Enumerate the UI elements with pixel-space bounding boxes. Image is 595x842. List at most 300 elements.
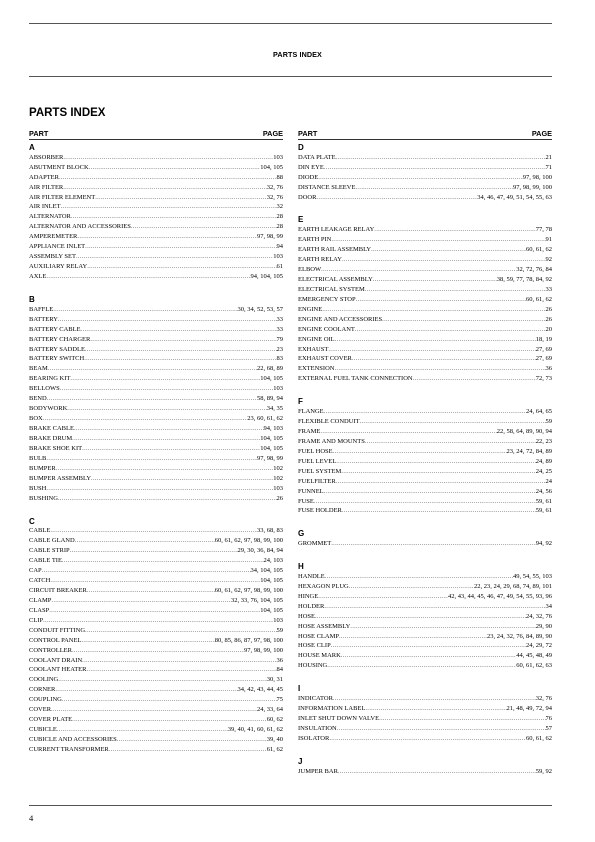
index-entry — [298, 704, 552, 714]
index-entry — [29, 345, 283, 355]
dot-leader — [350, 622, 535, 632]
page-references: 61 — [276, 263, 283, 271]
section-letter: E — [298, 215, 304, 225]
dot-leader — [72, 715, 267, 725]
index-entry — [29, 325, 283, 335]
dot-leader — [49, 606, 260, 616]
part-name: AIR FILTER ELEMENT — [29, 193, 96, 201]
index-entry — [298, 437, 552, 447]
page-references: 104, 105 — [260, 577, 283, 585]
index-entry — [298, 285, 552, 295]
page-references: 97, 98, 99, 100 — [244, 646, 283, 654]
part-name: COOLANT HEATER — [29, 666, 87, 674]
page-references: 27, 69 — [535, 345, 552, 353]
part-name: BEND — [29, 395, 47, 403]
page-references: 23, 24, 32, 76, 84, 89, 90 — [487, 632, 552, 640]
part-column-label: PART — [29, 129, 49, 138]
page-references: 38, 59, 77, 78, 84, 92 — [496, 275, 552, 283]
page-references: 24, 56 — [535, 487, 552, 495]
dot-leader — [355, 183, 513, 193]
page-references: 103 — [273, 484, 283, 492]
dot-leader — [42, 566, 251, 576]
index-entry — [29, 384, 283, 394]
part-name: AXLE — [29, 273, 47, 281]
index-entry — [29, 616, 283, 626]
dot-leader — [43, 414, 248, 424]
part-name: CURRENT TRANSFORMER — [29, 745, 109, 753]
index-entry — [298, 582, 552, 592]
index-entry — [298, 345, 552, 355]
index-entry — [298, 457, 552, 467]
dot-leader — [318, 173, 523, 183]
part-name: FUEL SYSTEM — [298, 467, 342, 475]
part-name: DIODE — [298, 173, 319, 181]
page-references: 29, 90 — [535, 622, 552, 630]
part-name: CLIP — [29, 616, 44, 624]
page-references: 94, 104, 105 — [250, 273, 283, 281]
part-name: CABLE GLAND — [29, 537, 75, 545]
index-entry — [29, 202, 283, 212]
dot-leader — [81, 636, 214, 646]
part-name: EARTH PIN — [298, 236, 332, 244]
dot-leader — [324, 163, 546, 173]
index-entry — [298, 694, 552, 704]
part-name: ABUTMENT BLOCK — [29, 163, 89, 171]
part-name: CIRCUIT BREAKER — [29, 586, 87, 594]
page-references: 34, 35 — [266, 405, 283, 413]
page-references: 29, 30, 36, 84, 94 — [237, 547, 283, 555]
dot-leader — [67, 404, 266, 414]
page-references: 83 — [276, 355, 283, 363]
dot-leader — [77, 232, 257, 242]
index-entry — [29, 414, 283, 424]
page-references: 49, 54, 55, 103 — [513, 572, 552, 580]
dot-leader — [75, 536, 215, 546]
dot-leader — [59, 173, 277, 183]
dot-leader — [57, 725, 228, 735]
dot-leader — [382, 315, 545, 325]
dot-leader — [333, 694, 536, 704]
dot-leader — [85, 345, 277, 355]
page-references: 36 — [545, 365, 552, 373]
dot-leader — [74, 424, 264, 434]
page-references: 59, 92 — [535, 767, 552, 775]
page-references: 24, 32, 76 — [526, 612, 552, 620]
dot-leader — [324, 407, 526, 417]
part-name: COVER PLATE — [29, 716, 73, 724]
index-entry — [298, 173, 552, 183]
part-name: CABLE TIE — [29, 557, 62, 565]
part-name: AMPEREMETER — [29, 233, 78, 241]
index-entry — [29, 374, 283, 384]
index-entry — [29, 546, 283, 556]
dot-leader — [58, 494, 277, 504]
dot-leader — [46, 484, 273, 494]
index-section — [298, 397, 552, 516]
part-name: CONTROLLER — [29, 646, 72, 654]
part-name: EMERGENCY STOP — [298, 295, 356, 303]
index-entry — [298, 245, 552, 255]
top-rule — [29, 23, 552, 24]
page-column-label: PAGE — [531, 129, 552, 138]
page-references: 94, 103 — [263, 425, 283, 433]
section-letter: A — [29, 143, 35, 152]
page-references: 94 — [276, 243, 283, 251]
part-name: BRAKE DRUM — [29, 434, 73, 442]
index-entry — [29, 725, 283, 735]
dot-leader — [413, 374, 536, 384]
dot-leader — [331, 539, 536, 549]
index-entry — [298, 714, 552, 724]
dot-leader — [331, 641, 526, 651]
index-entry — [298, 651, 552, 661]
page-references: 39, 40 — [266, 736, 283, 744]
index-entry — [298, 641, 552, 651]
page-references: 22, 23, 24, 29, 68, 74, 89, 101 — [474, 582, 552, 590]
index-entry — [29, 695, 283, 705]
part-name: BUSHING — [29, 494, 58, 502]
part-name: FUEL LEVEL — [298, 457, 337, 465]
column-header — [29, 129, 283, 140]
index-entry — [29, 232, 283, 242]
page-references: 59, 61 — [535, 507, 552, 515]
dot-leader — [50, 526, 257, 536]
page-references: 30, 31 — [266, 676, 283, 684]
part-name: FUNNEL — [298, 487, 324, 495]
index-entry — [298, 335, 552, 345]
index-entry — [298, 467, 552, 477]
page-references: 18, 19 — [535, 335, 552, 343]
index-entry — [29, 665, 283, 675]
dot-leader — [58, 675, 267, 685]
section-letter: G — [298, 529, 305, 539]
dot-leader — [341, 467, 535, 477]
index-entry — [298, 183, 552, 193]
index-entry — [29, 163, 283, 173]
dot-leader — [365, 437, 536, 447]
part-name: COOLANT DRAIN — [29, 656, 83, 664]
dot-leader — [50, 576, 260, 586]
page-references: 104, 105 — [260, 434, 283, 442]
dot-leader — [360, 417, 546, 427]
column-header — [298, 129, 552, 140]
page-references: 88 — [276, 173, 283, 181]
page-references: 104, 105 — [260, 606, 283, 614]
index-entry — [298, 325, 552, 335]
index-section — [298, 143, 552, 202]
page-references: 60, 61, 62 — [526, 246, 552, 254]
index-entry — [298, 572, 552, 582]
part-name: HOUSE MARK — [298, 652, 341, 660]
index-entry — [298, 602, 552, 612]
dot-leader — [46, 454, 257, 464]
part-name: GROMMET — [298, 540, 332, 548]
index-entry — [298, 539, 552, 549]
part-name: INLET SHUT DOWN VALVE — [298, 714, 380, 722]
page-references: 24, 89 — [535, 457, 552, 465]
part-name: BEARING KIT — [29, 375, 71, 383]
page-references: 28 — [276, 213, 283, 221]
index-entry — [298, 487, 552, 497]
dot-leader — [338, 767, 536, 777]
page-references: 80, 85, 86, 87, 97, 98, 100 — [214, 636, 283, 644]
index-entry — [298, 235, 552, 245]
index-section — [298, 215, 552, 384]
part-name: EXTENSION — [298, 365, 335, 373]
dot-leader — [314, 497, 536, 507]
page-references: 75 — [276, 696, 283, 704]
dot-leader — [55, 685, 237, 695]
section-spacer — [298, 202, 552, 212]
dot-leader — [342, 255, 546, 265]
dot-leader — [324, 487, 536, 497]
page-references: 94, 92 — [535, 540, 552, 548]
index-entry — [29, 484, 283, 494]
part-name: ASSEMBLY SET — [29, 253, 76, 261]
index-entry — [29, 305, 283, 315]
part-name: EARTH RAIL ASSEMBLY — [298, 246, 372, 254]
page-references: 33 — [276, 325, 283, 333]
part-name: BATTERY SWITCH — [29, 355, 85, 363]
page-references: 60, 62 — [266, 716, 283, 724]
part-name: BODYWORK — [29, 405, 68, 413]
part-name: COOLING — [29, 676, 59, 684]
index-entry — [298, 592, 552, 602]
page-references: 44, 45, 48, 49 — [516, 652, 552, 660]
index-entry — [29, 173, 283, 183]
part-name: BUSH — [29, 484, 47, 492]
page-references: 60, 61, 62, 63 — [516, 662, 552, 670]
part-name: ELECTRICAL SYSTEM — [298, 285, 365, 293]
index-entry — [29, 454, 283, 464]
part-name: FUELFILTER — [298, 477, 336, 485]
part-name: COUPLING — [29, 696, 62, 704]
dot-leader — [320, 427, 496, 437]
page-references: 103 — [273, 385, 283, 393]
page-references: 22, 68, 89 — [257, 365, 283, 373]
part-name: HOUSING — [298, 662, 328, 670]
part-name: INDICATOR — [298, 695, 333, 703]
index-entry — [29, 494, 283, 504]
index-entry — [29, 576, 283, 586]
index-entry — [29, 262, 283, 272]
page-references: 60, 61, 62 — [526, 734, 552, 742]
index-entry — [29, 315, 283, 325]
index-entry — [29, 464, 283, 474]
index-entry — [298, 315, 552, 325]
page-references: 34 — [545, 602, 552, 610]
index-entry — [29, 424, 283, 434]
dot-leader — [95, 193, 267, 203]
dot-leader — [53, 305, 237, 315]
header-rule — [29, 76, 552, 77]
part-name: CORNER — [29, 686, 56, 694]
part-name: BUMPER ASSEMBLY — [29, 474, 92, 482]
dot-leader — [72, 434, 260, 444]
page-references: 97, 98, 99 — [257, 454, 283, 462]
part-name: BOX — [29, 415, 43, 423]
dot-leader — [109, 745, 267, 755]
dot-leader — [60, 384, 274, 394]
index-entry — [29, 354, 283, 364]
right-index-body — [298, 143, 552, 777]
dot-leader — [328, 345, 535, 355]
page-references: 39, 40, 41, 60, 61, 62 — [227, 726, 283, 734]
index-entry — [298, 193, 552, 203]
dot-leader — [82, 656, 276, 666]
part-name: CONDUIT FITTING — [29, 626, 86, 634]
dot-leader — [324, 602, 545, 612]
dot-leader — [349, 582, 474, 592]
dot-leader — [327, 661, 516, 671]
page-references: 23, 60, 61, 62 — [247, 415, 283, 423]
dot-leader — [336, 457, 536, 467]
part-name: HOLDER — [298, 602, 325, 610]
index-entry — [29, 212, 283, 222]
index-entry — [298, 374, 552, 384]
index-entry — [298, 295, 552, 305]
page-references: 102 — [273, 474, 283, 482]
part-name: HOSE CLAMP — [298, 632, 339, 640]
dot-leader — [47, 394, 257, 404]
part-name: EARTH LEAKAGE RELAY — [298, 226, 375, 234]
part-name: EXHAUST COVER — [298, 355, 352, 363]
dot-leader — [62, 556, 264, 566]
index-entry — [29, 715, 283, 725]
page-references: 34, 104, 105 — [250, 567, 283, 575]
section-spacer — [29, 504, 283, 514]
index-entry — [298, 427, 552, 437]
part-name: BATTERY SADDLE — [29, 345, 85, 353]
page-references: 34, 42, 43, 44, 45 — [237, 686, 283, 694]
dot-leader — [316, 193, 477, 203]
part-name: ABSORBER — [29, 153, 64, 161]
dot-leader — [335, 335, 536, 345]
index-entry — [29, 474, 283, 484]
dot-leader — [91, 474, 273, 484]
section-spacer — [298, 744, 552, 754]
part-name: BAFFLE — [29, 305, 54, 313]
page-references: 103 — [273, 616, 283, 624]
index-entry — [298, 612, 552, 622]
dot-leader — [72, 646, 244, 656]
index-entry — [298, 354, 552, 364]
part-name: ENGINE OIL — [298, 335, 335, 343]
index-entry — [29, 596, 283, 606]
page-references: 24, 25 — [535, 467, 552, 475]
part-name: AIR FILTER — [29, 183, 64, 191]
dot-leader — [342, 506, 536, 516]
dot-leader — [352, 354, 536, 364]
part-name: HANDLE — [298, 572, 325, 580]
part-name: BULB — [29, 454, 47, 462]
page-references: 24, 33, 64 — [257, 706, 283, 714]
dot-leader — [356, 295, 526, 305]
index-entry — [298, 364, 552, 374]
index-entry — [298, 255, 552, 265]
part-name: HEXAGON PLUG — [298, 582, 349, 590]
dot-leader — [89, 163, 261, 173]
dot-leader — [70, 374, 260, 384]
page-references: 34, 46, 47, 49, 51, 54, 55, 63 — [477, 193, 552, 201]
part-name: FLEXIBLE CONDUIT — [298, 418, 360, 426]
part-name: ENGINE AND ACCESSORIES — [298, 315, 383, 323]
part-name: ISOLATOR — [298, 734, 330, 742]
page-references: 77, 78 — [535, 226, 552, 234]
part-name: CLASP — [29, 606, 50, 614]
index-entry — [29, 556, 283, 566]
index-entry — [298, 447, 552, 457]
section-letter: J — [298, 756, 303, 766]
part-name: CABLE STRIP — [29, 547, 70, 555]
page-references: 26 — [545, 305, 552, 313]
dot-leader — [63, 183, 267, 193]
dot-leader — [76, 252, 273, 262]
index-entry — [29, 536, 283, 546]
part-name: FRAME — [298, 427, 321, 435]
page-references: 91 — [545, 236, 552, 244]
page-references: 72, 73 — [535, 375, 552, 383]
part-name: FUSE HOLDER — [298, 507, 342, 515]
page-references: 23 — [276, 345, 283, 353]
dot-leader — [374, 225, 535, 235]
dot-leader — [333, 447, 507, 457]
index-entry — [29, 335, 283, 345]
page-references: 26 — [276, 494, 283, 502]
section-letter: H — [298, 562, 304, 572]
page-references: 27, 69 — [535, 355, 552, 363]
index-section — [29, 517, 283, 755]
index-entry — [29, 434, 283, 444]
index-entry — [29, 404, 283, 414]
part-name: BRAKE SHOE KIT — [29, 444, 83, 452]
index-entry — [29, 242, 283, 252]
dot-leader — [86, 665, 276, 675]
running-header: PARTS INDEX — [273, 50, 322, 59]
page-references: 97, 98, 99, 100 — [513, 183, 552, 191]
part-name: HOSE — [298, 612, 315, 620]
page-references: 32, 33, 76, 104, 105 — [231, 596, 283, 604]
page-references: 23, 24, 72, 84, 89 — [506, 447, 552, 455]
part-name: FLANGE — [298, 408, 324, 416]
part-name: BELLOWS — [29, 385, 60, 393]
page-title: PARTS INDEX — [29, 107, 106, 119]
dot-leader — [48, 364, 257, 374]
page-references: 30, 34, 52, 53, 57 — [237, 305, 283, 313]
page-references: 32, 76 — [266, 193, 283, 201]
index-entry — [298, 724, 552, 734]
dot-leader — [331, 235, 545, 245]
index-entry — [298, 305, 552, 315]
dot-leader — [63, 153, 273, 163]
page-references: 59 — [545, 418, 552, 426]
part-name: EXTERNAL FUEL TANK CONNECTION — [298, 375, 413, 383]
page-references: 21, 48, 49, 72, 94 — [506, 705, 552, 713]
page-references: 61, 62 — [266, 745, 283, 753]
index-entry — [29, 675, 283, 685]
dot-leader — [371, 245, 526, 255]
part-name: BATTERY — [29, 315, 58, 323]
index-section — [298, 529, 552, 549]
page-references: 24, 29, 72 — [526, 642, 552, 650]
page-references: 92 — [545, 256, 552, 264]
part-name: BRAKE CABLE — [29, 425, 74, 433]
dot-leader — [81, 325, 277, 335]
index-entry — [29, 586, 283, 596]
dot-leader — [117, 735, 267, 745]
page-references: 20 — [545, 325, 552, 333]
page-references: 103 — [273, 153, 283, 161]
